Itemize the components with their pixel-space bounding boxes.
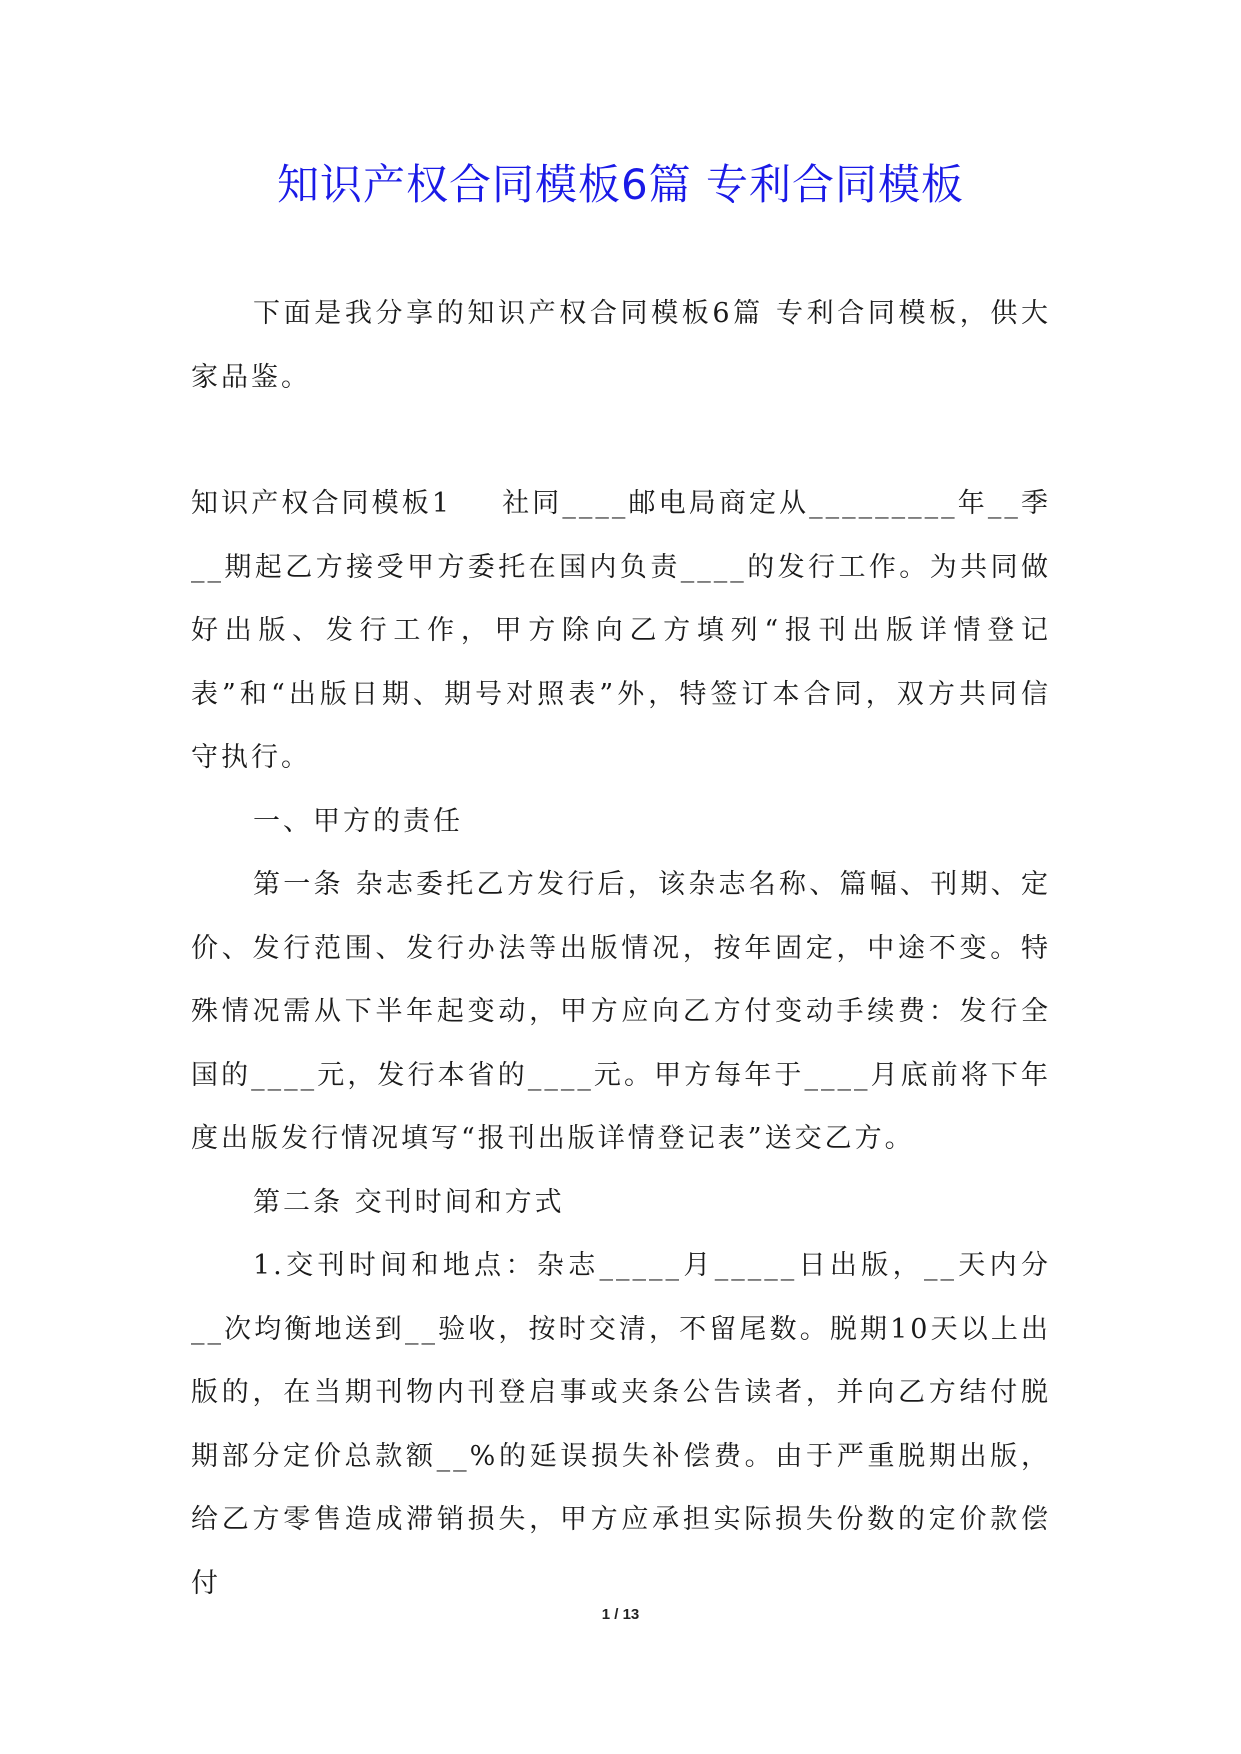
section-heading: 知识产权合同模板1: [191, 488, 453, 519]
article-two-item-1: 1.交刊时间和地点：杂志_____月_____日出版，__天内分__次均衡地送到__验收，按时交清，不留尾数。脱期10天以上出版的，在当期刊物内刊登启事或夹条公告读者，并向乙方结付脱期部分定价总款额__%的延误损失补偿费。由于严重脱期出版，给乙方零售造成滞销损失，甲方应承担实际损失份数的定价款偿付: [191, 1250, 1051, 1599]
part-one-heading: 一、甲方的责任: [253, 805, 463, 837]
opening-text: 社同____邮电局商定从_________年__季__期起乙方接受甲方委托在国内负责____的发行工作。为共同做好出版、发行工作，甲方除向乙方填列“报刊出版详情登记表”和“出版日期、期号对照表”外，特签订本合同，双方共同信守执行。: [191, 488, 1051, 773]
contract-opening-paragraph: [191, 472, 1051, 790]
document-title: 知识产权合同模板6篇 专利合同模板: [276, 160, 965, 209]
article-one-paragraph: 第一条 杂志委托乙方发行后，该杂志名称、篇幅、刊期、定价、发行范围、发行办法等出版情况，按年固定，中途不变。特殊情况需从下半年起变动，甲方应向乙方付变动手续费：发行全国的____元，发行本省的____元。甲方每年于____月底前将下年度出版发行情况填写“报刊出版详情登记表”送交乙方。: [191, 869, 1051, 1154]
page-number: 1 / 13: [601, 1606, 640, 1623]
article-two-heading: 第二条 交刊时间和方式: [253, 1186, 565, 1218]
intro-paragraph: 下面是我分享的知识产权合同模板6篇 专利合同模板，供大家品鉴。: [191, 298, 1051, 393]
intro-block: [191, 282, 1051, 409]
contract-body: [191, 472, 1051, 1615]
